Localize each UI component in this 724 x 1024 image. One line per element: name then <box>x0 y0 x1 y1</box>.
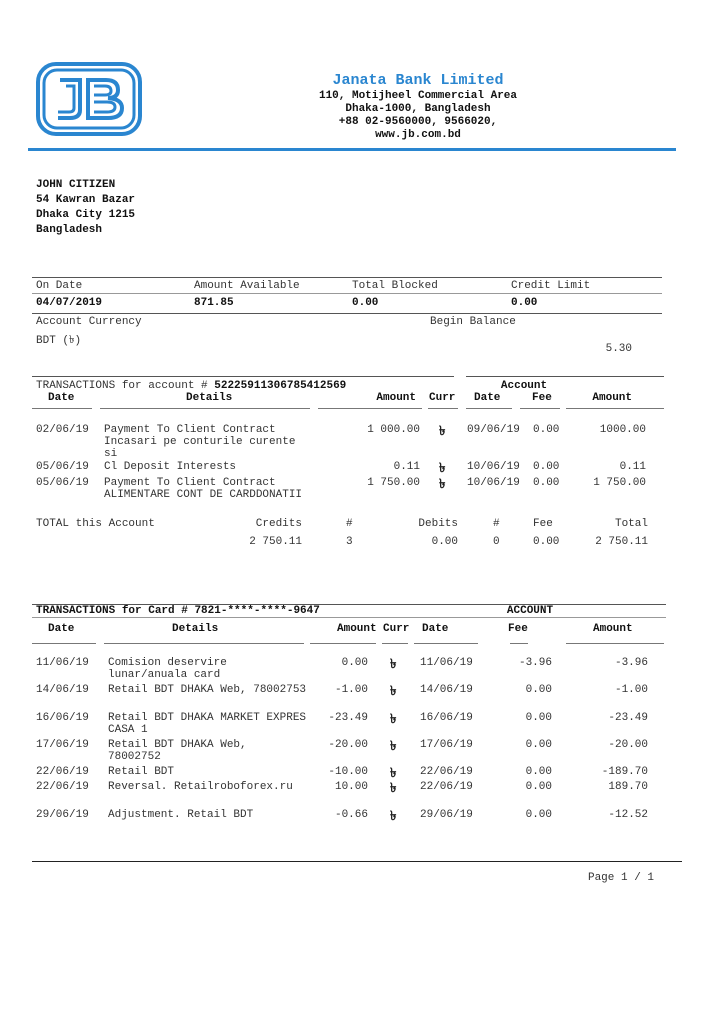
fee-total-label: Fee <box>533 518 553 530</box>
summary-middle-rule <box>32 313 662 314</box>
total-blocked-value: 0.00 <box>352 297 379 309</box>
taka-icon: ৳ <box>390 684 397 699</box>
row-details: Comision deservire <box>108 657 227 669</box>
row-fee: 0.00 <box>525 766 552 778</box>
on-date-value: 04/07/2019 <box>36 297 103 309</box>
bank-website[interactable]: www.jb.com.bd <box>375 129 461 141</box>
row-details-2: 78002752 <box>108 751 161 763</box>
row-amount: 10.00 <box>334 781 368 793</box>
col-rule <box>566 643 664 644</box>
col-curr: Curr <box>429 392 456 404</box>
card-txn-title <box>36 605 320 617</box>
row-date: 22/06/19 <box>36 781 89 793</box>
account-txn-top-rule <box>32 376 454 377</box>
row-amount: 1 750.00 <box>367 477 420 489</box>
row-date: 05/06/19 <box>36 461 89 473</box>
credits-label: Credits <box>255 518 302 530</box>
row-date-2: 16/06/19 <box>420 712 473 724</box>
row-fee: 0.00 <box>533 424 560 436</box>
taka-icon: ৳ <box>439 461 446 476</box>
col-date-2: Date <box>474 392 501 404</box>
account-txn-title <box>36 380 346 392</box>
debits-value: 0.00 <box>431 536 458 548</box>
grand-total-value: 2 750.11 <box>595 536 648 548</box>
bank-address-2: Dhaka-1000, Bangladesh <box>345 103 491 115</box>
card-col-details: Details <box>172 623 219 635</box>
row-date-2: 14/06/19 <box>420 684 473 696</box>
header-divider <box>28 148 676 151</box>
page-number: Page 1 / 1 <box>587 872 654 884</box>
row-date: 16/06/19 <box>36 712 89 724</box>
credits-count-value: 3 <box>346 536 353 548</box>
row-details: Retail BDT DHAKA Web, 78002753 <box>108 684 307 696</box>
amount-available-value: 871.85 <box>194 297 234 309</box>
fee-total-value: 0.00 <box>533 536 560 548</box>
grand-total-label: Total <box>614 518 648 530</box>
col-rule <box>318 408 422 409</box>
row-date: 05/06/19 <box>36 477 89 489</box>
row-date-2: 29/06/19 <box>420 809 473 821</box>
col-rule <box>382 643 408 644</box>
row-details-2: Incasari pe conturile curente <box>104 436 296 448</box>
col-rule <box>104 643 304 644</box>
begin-balance-label: Begin Balance <box>430 316 516 328</box>
row-date: 02/06/19 <box>36 424 89 436</box>
row-fee: -3.96 <box>518 657 552 669</box>
col-rule <box>510 643 528 644</box>
debits-count-label: # <box>493 518 500 530</box>
row-date: 29/06/19 <box>36 809 89 821</box>
col-rule <box>414 643 478 644</box>
row-amount: -10.00 <box>328 766 368 778</box>
row-amount-2: -20.00 <box>608 739 648 751</box>
account-txn-title-prefix: TRANSACTIONS for account # <box>36 380 208 392</box>
col-rule <box>428 408 458 409</box>
row-date: 22/06/19 <box>36 766 89 778</box>
card-col-amount: Amount <box>337 623 377 635</box>
on-date-label: On Date <box>36 280 83 292</box>
debits-label: Debits <box>418 518 458 530</box>
col-rule <box>32 643 96 644</box>
card-col-date-2: Date <box>422 623 449 635</box>
customer-name: JOHN CITIZEN <box>36 179 116 191</box>
account-txn-top-rule-right <box>466 376 664 377</box>
row-amount-2: 0.11 <box>619 461 646 473</box>
row-amount-2: -189.70 <box>601 766 648 778</box>
row-details: Cl Deposit Interests <box>104 461 237 473</box>
row-amount-2: 189.70 <box>608 781 648 793</box>
row-date-2: 17/06/19 <box>420 739 473 751</box>
customer-address-2: Dhaka City 1215 <box>36 209 136 221</box>
credit-limit-label: Credit Limit <box>511 280 591 292</box>
account-currency-label: Account Currency <box>36 316 142 328</box>
row-details: Payment To Client Contract <box>104 424 276 436</box>
col-amount: Amount <box>376 392 416 404</box>
account-currency-value: BDT (৳) <box>36 335 82 347</box>
card-txn-title-prefix: TRANSACTIONS for Card # <box>36 605 188 617</box>
col-rule <box>520 408 560 409</box>
col-rule <box>100 408 310 409</box>
col-rule <box>466 408 512 409</box>
row-details: Reversal. Retailroboforex.ru <box>108 781 293 793</box>
row-amount: 0.11 <box>393 461 420 473</box>
row-amount: -20.00 <box>328 739 368 751</box>
row-details: Retail BDT DHAKA Web, <box>108 739 247 751</box>
row-fee: 0.00 <box>525 781 552 793</box>
row-fee: 0.00 <box>525 684 552 696</box>
row-amount-2: -3.96 <box>614 657 648 669</box>
row-details-2: CASA 1 <box>108 724 148 736</box>
row-amount-2: -12.52 <box>608 809 648 821</box>
bank-logo <box>36 62 142 136</box>
account-number: 52225911306785412569 <box>214 380 347 392</box>
row-date-2: 22/06/19 <box>420 781 473 793</box>
card-title-rule <box>32 617 666 618</box>
card-col-curr: Curr <box>383 623 410 635</box>
taka-icon: ৳ <box>390 657 397 672</box>
bank-name: Janata Bank Limited <box>332 72 504 89</box>
taka-icon: ৳ <box>390 712 397 727</box>
row-details-2: ALIMENTARE CONT DE CARDDONATII <box>104 489 303 501</box>
row-date-2: 10/06/19 <box>467 461 520 473</box>
col-amount-2: Amount <box>592 392 632 404</box>
col-details: Details <box>186 392 233 404</box>
total-blocked-label: Total Blocked <box>352 280 438 292</box>
row-details-2: lunar/anuala card <box>108 669 221 681</box>
account-group-header: Account <box>500 380 548 392</box>
taka-icon: ৳ <box>439 424 446 439</box>
taka-icon: ৳ <box>390 781 397 796</box>
row-amount-2: -1.00 <box>614 684 648 696</box>
row-amount: 1 000.00 <box>367 424 420 436</box>
taka-icon: ৳ <box>390 809 397 824</box>
bank-phone: +88 02-9560000, 9566020, <box>338 116 498 128</box>
credits-count-label: # <box>346 518 353 530</box>
row-amount: -23.49 <box>328 712 368 724</box>
row-amount: -1.00 <box>334 684 368 696</box>
credits-value: 2 750.11 <box>249 536 302 548</box>
col-rule <box>310 643 376 644</box>
col-rule <box>566 408 664 409</box>
row-details: Retail BDT <box>108 766 175 778</box>
row-amount-2: 1 750.00 <box>593 477 646 489</box>
row-fee: 0.00 <box>533 477 560 489</box>
row-details: Retail BDT DHAKA MARKET EXPRES <box>108 712 307 724</box>
credit-limit-value: 0.00 <box>511 297 538 309</box>
col-rule <box>32 408 92 409</box>
row-date-2: 09/06/19 <box>467 424 520 436</box>
taka-icon: ৳ <box>390 766 397 781</box>
row-date: 11/06/19 <box>36 657 89 669</box>
card-col-date: Date <box>48 623 75 635</box>
amount-available-label: Amount Available <box>194 280 300 292</box>
row-fee: 0.00 <box>533 461 560 473</box>
customer-address-3: Bangladesh <box>36 224 103 236</box>
row-fee: 0.00 <box>525 809 552 821</box>
total-label: TOTAL this Account <box>36 518 155 530</box>
row-amount-2: 1000.00 <box>599 424 646 436</box>
row-details: Payment To Client Contract <box>104 477 276 489</box>
card-col-amount-2: Amount <box>593 623 633 635</box>
taka-icon: ৳ <box>390 739 397 754</box>
begin-balance-value: 5.30 <box>605 343 632 355</box>
row-date-2: 10/06/19 <box>467 477 520 489</box>
card-number: 7821-****-****-9647 <box>194 605 320 617</box>
row-amount: 0.00 <box>341 657 368 669</box>
row-fee: 0.00 <box>525 712 552 724</box>
row-date: 14/06/19 <box>36 684 89 696</box>
row-date: 17/06/19 <box>36 739 89 751</box>
row-amount: -0.66 <box>334 809 368 821</box>
bank-address-1: 110, Motijheel Commercial Area <box>318 90 518 102</box>
customer-address-1: 54 Kawran Bazar <box>36 194 136 206</box>
footer-rule <box>32 861 682 862</box>
row-amount-2: -23.49 <box>608 712 648 724</box>
col-fee: Fee <box>532 392 552 404</box>
summary-top-rule <box>32 277 662 278</box>
col-date: Date <box>48 392 75 404</box>
card-account-group-header: ACCOUNT <box>506 605 554 617</box>
taka-icon: ৳ <box>439 477 446 492</box>
row-date-2: 22/06/19 <box>420 766 473 778</box>
row-fee: 0.00 <box>525 739 552 751</box>
card-col-fee: Fee <box>508 623 528 635</box>
debits-count-value: 0 <box>493 536 500 548</box>
row-details: Adjustment. Retail BDT <box>108 809 254 821</box>
summary-header-rule <box>32 293 662 294</box>
row-details-3: si <box>104 448 118 460</box>
row-date-2: 11/06/19 <box>420 657 473 669</box>
